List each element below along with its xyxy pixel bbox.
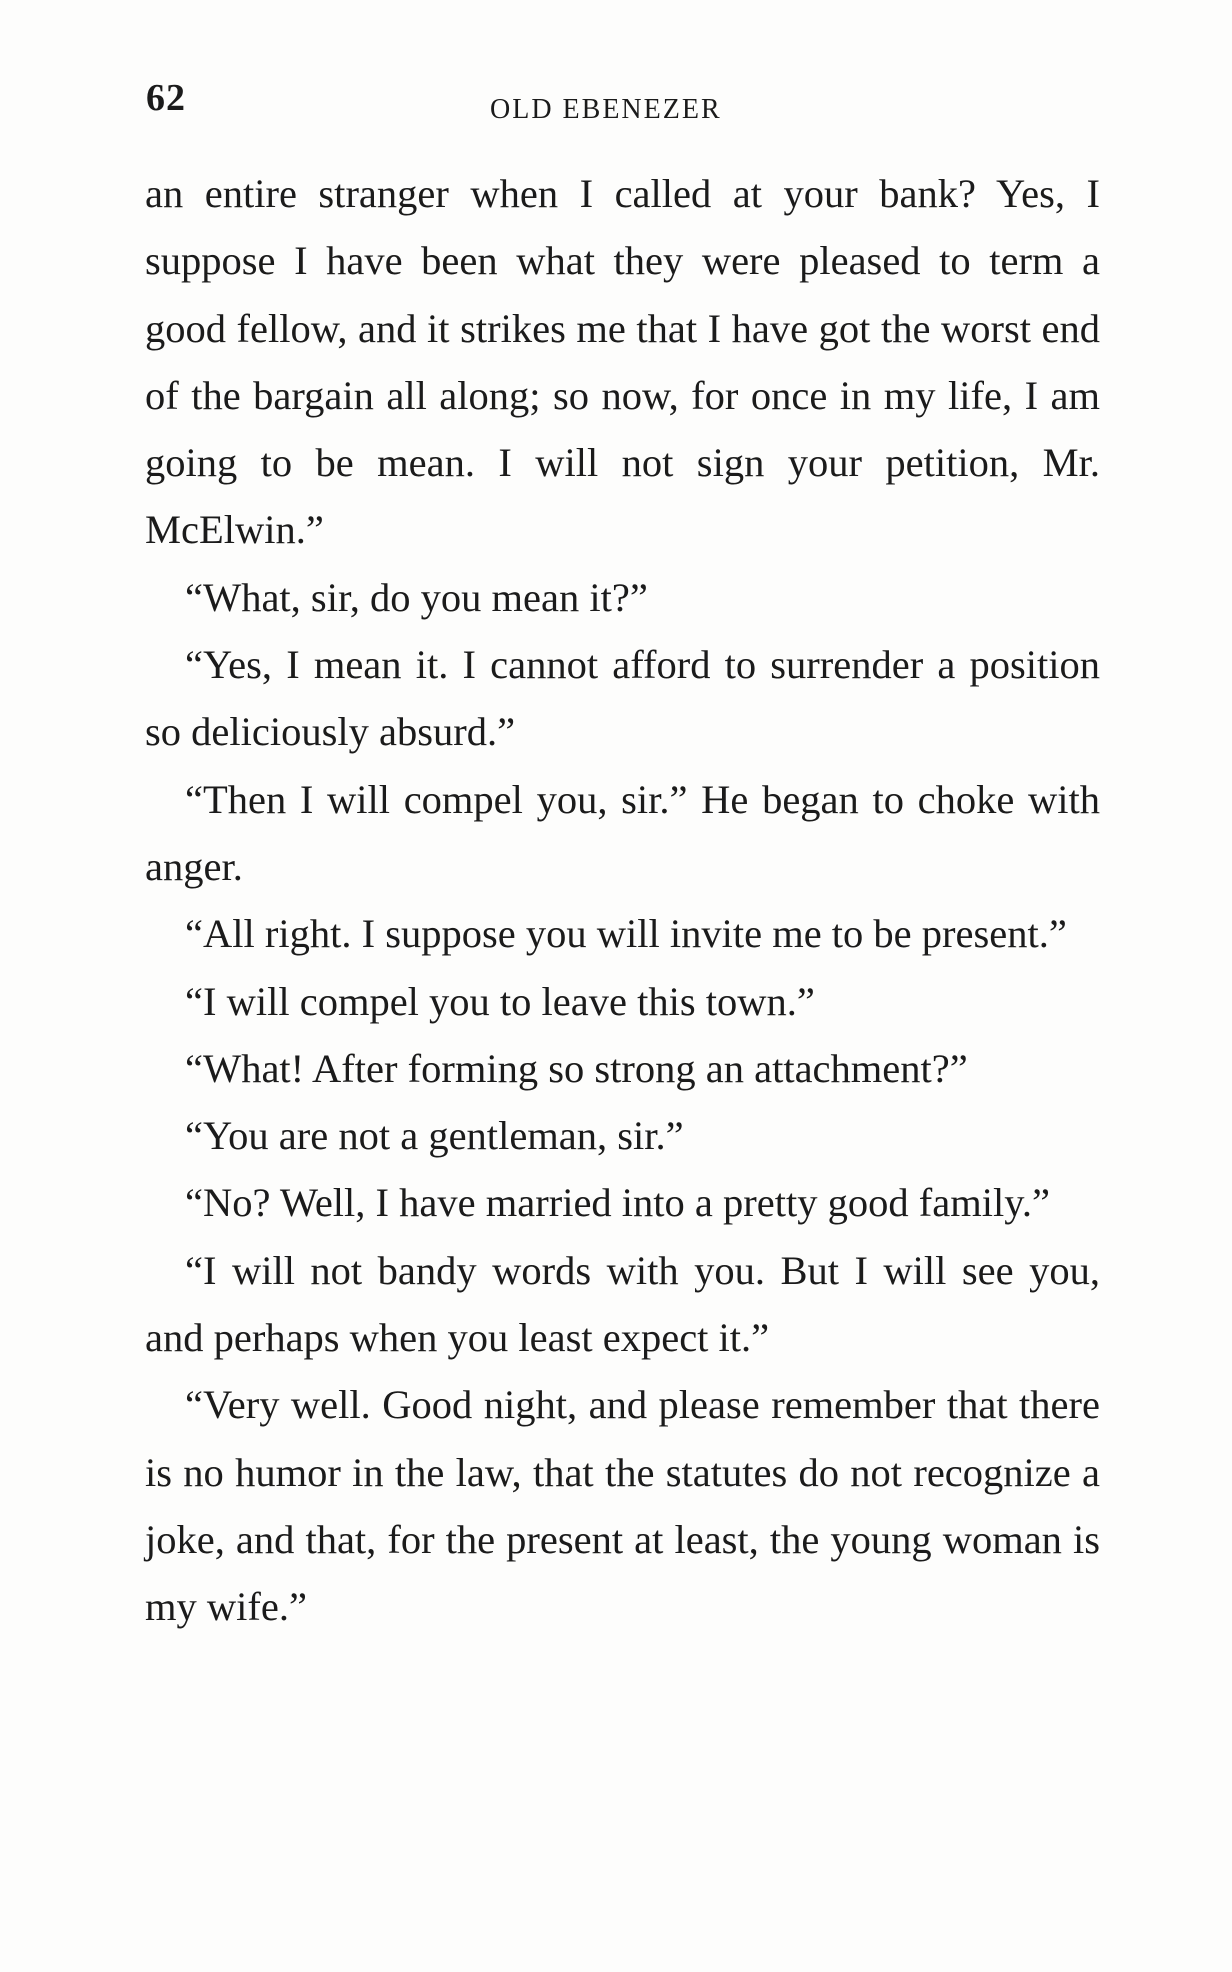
paragraph: “What, sir, do you mean it?”	[185, 574, 648, 620]
paragraph: “No? Well, I have married into a pretty good family.”	[185, 1180, 1050, 1226]
paragraph: “All right. I suppose you will invite me to be present.”	[185, 911, 1067, 957]
page-header	[140, 72, 1100, 142]
paragraph: “Then I will compel you, sir.” He began to choke with anger.	[145, 776, 1100, 889]
paragraph: “I will not bandy words with you. But I will see you, and perhaps when you least expect it.”	[145, 1247, 1100, 1361]
page-number: 62	[146, 77, 186, 119]
paragraph: an entire stranger when I called at your bank? Yes, I suppose I have been what they were pleased to term a good fellow, and it strikes me that I have got the worst end of the bargain all along; so now, for once in my life, I am going to be mean. I will not sign your petition, Mr. McElwin.”	[145, 171, 1100, 553]
running-head: OLD EBENEZER	[490, 94, 722, 125]
paragraph: “Very well. Good night, and please remember that there is no humor in the law, that the statutes do not recognize a joke, and that, for the present at least, the young woman is my wife.”	[145, 1382, 1100, 1630]
paragraph: “Yes, I mean it. I cannot afford to surrender a position so deliciously absurd.”	[145, 642, 1100, 755]
paragraph: “I will compel you to leave this town.”	[185, 978, 815, 1024]
paragraph: “What! After forming so strong an attachment?”	[185, 1045, 968, 1091]
body-text	[145, 160, 1100, 1641]
paragraph: “You are not a gentleman, sir.”	[185, 1113, 684, 1159]
